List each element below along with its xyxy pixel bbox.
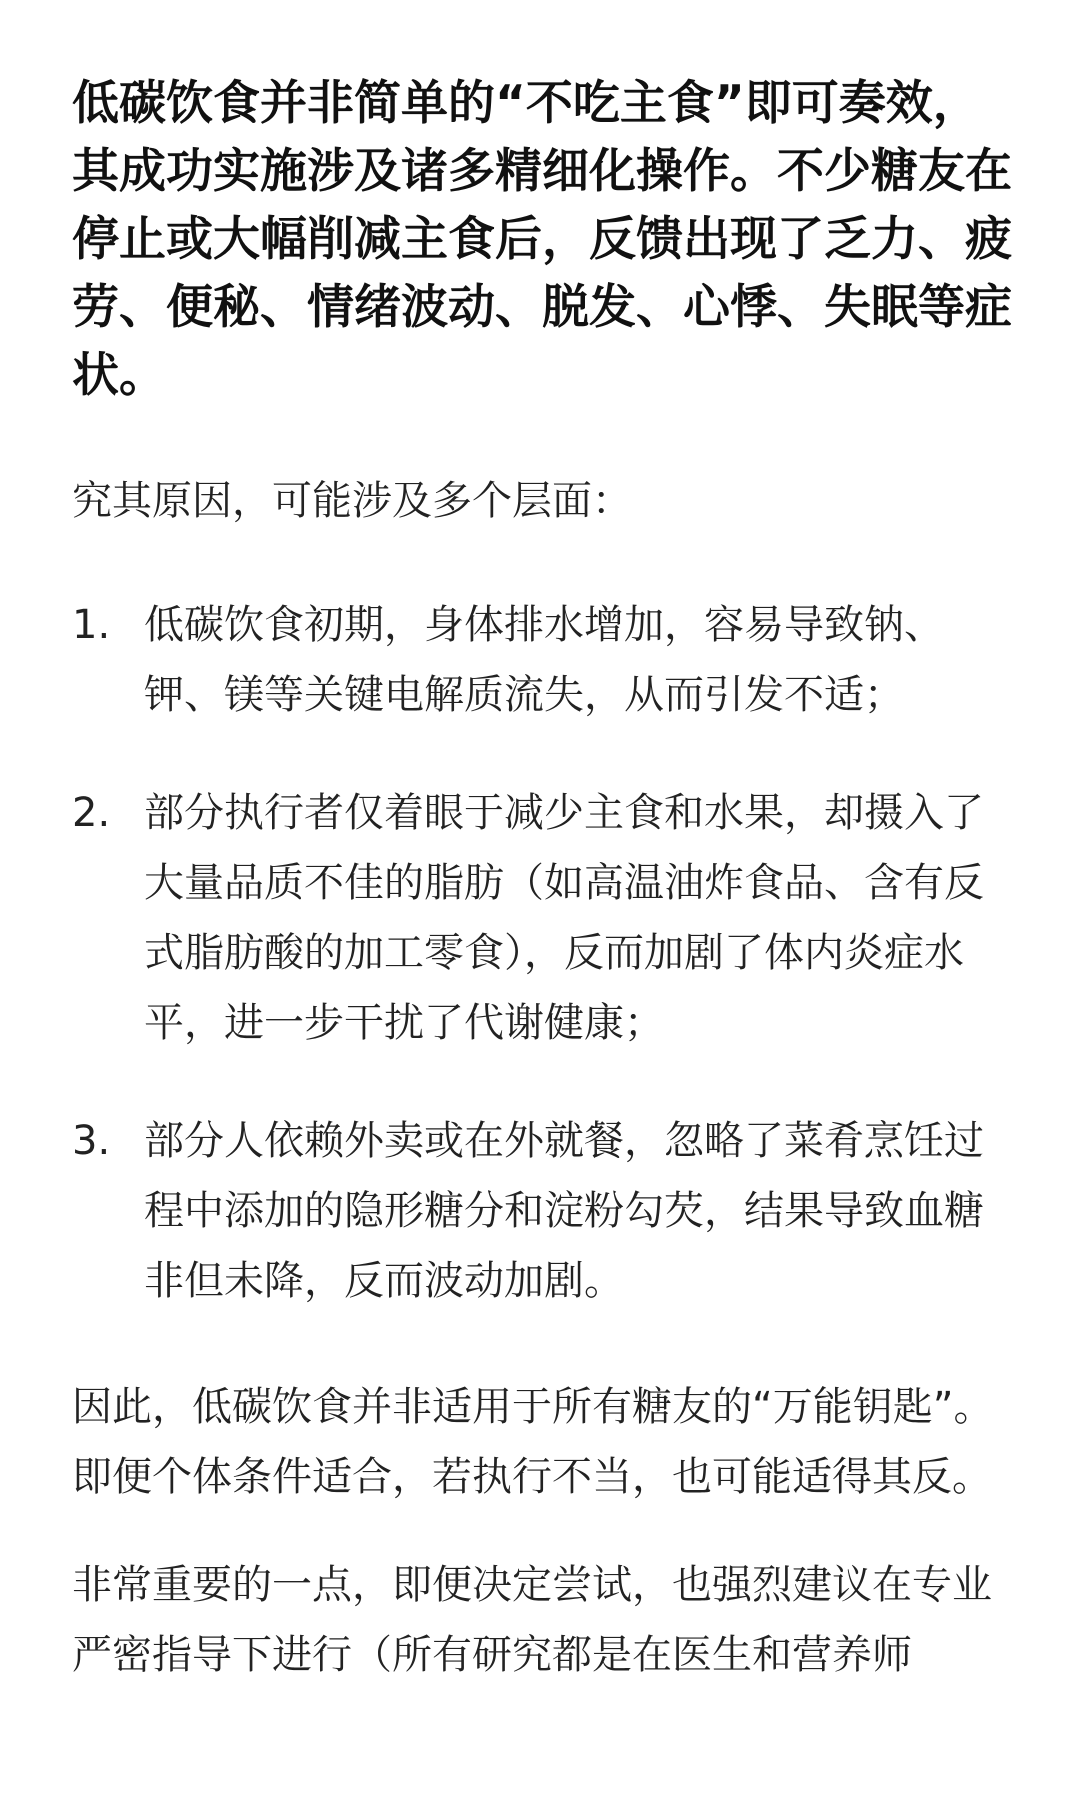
list-item xyxy=(72,590,1012,730)
list-item xyxy=(72,1106,1012,1316)
list-item-number: 2. xyxy=(72,790,111,836)
list-item-text: 低碳饮食初期，身体排水增加，容易导致钠、钾、镁等关键电解质流失，从而引发不适； xyxy=(144,602,944,718)
list-item xyxy=(72,778,1012,1058)
advice-paragraph: 非常重要的一点，即便决定尝试，也强烈建议在专业严密指导下进行（所有研究都是在医生和营养师 xyxy=(72,1562,992,1678)
lead-paragraph: 低碳饮食并非简单的“不吃主食”即可奏效，其成功实施涉及诸多精细化操作。不少糖友在停止或大幅削减主食后，反馈出现了乏力、疲劳、便秘、情绪波动、脱发、心悸、失眠等症状。 xyxy=(72,76,1012,403)
list-item-number: 1. xyxy=(72,602,111,648)
list-item-text: 部分执行者仅着眼于减少主食和水果，却摄入了大量品质不佳的脂肪（如高温油炸食品、含有反式脂肪酸的加工零食），反而加剧了体内炎症水平，进一步干扰了代谢健康； xyxy=(144,790,984,1046)
intro-paragraph: 究其原因，可能涉及多个层面： xyxy=(72,478,632,524)
reasons-list xyxy=(72,590,1012,1316)
list-item-number: 3. xyxy=(72,1118,111,1164)
article-body xyxy=(72,70,1012,1690)
list-item-text: 部分人依赖外卖或在外就餐，忽略了菜肴烹饪过程中添加的隐形糖分和淀粉勾芡，结果导致血糖非但未降，反而波动加剧。 xyxy=(144,1118,984,1304)
conclusion-paragraph: 因此，低碳饮食并非适用于所有糖友的“万能钥匙”。即便个体条件适合，若执行不当，也可能适得其反。 xyxy=(72,1384,994,1500)
